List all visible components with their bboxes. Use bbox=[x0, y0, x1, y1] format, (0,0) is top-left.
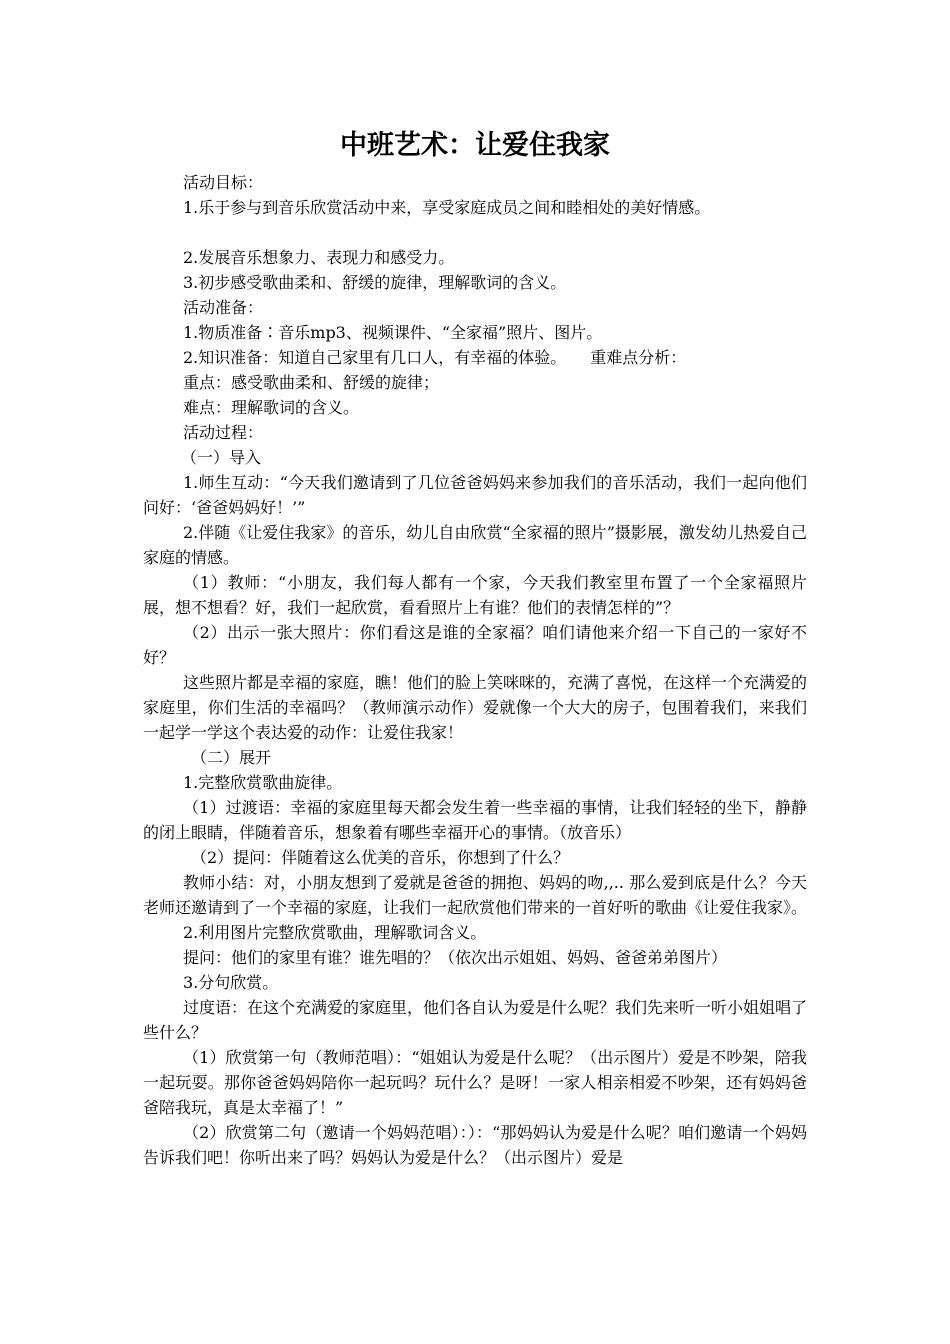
page-title: 中班艺术：让爱住我家 bbox=[340, 130, 610, 161]
paragraph: 1.物质准备∶音乐mp3、视频课件、“全家福”照片、图片。 bbox=[183, 323, 603, 342]
paragraph: 1.乐于参与到音乐欣赏活动中来，享受家庭成员之间和睦相处的美好情感。 bbox=[183, 198, 711, 217]
paragraph: （2）欣赏第二句（邀请一个妈妈范唱）：）：“那妈妈认为爱是什么呢？咱们邀请一个妈妈告诉我们吧！你听出来了吗？妈妈认为爱是什么？（出示图片）爱是 bbox=[143, 1123, 807, 1167]
paragraph: （2）出示一张大照片：你们看这是谁的全家福？咱们请他来介绍一下自己的一家好不好？ bbox=[143, 623, 807, 667]
paragraph: 2.利用图片完整欣赏歌曲，理解歌词含义。 bbox=[183, 923, 487, 942]
paragraph: （2）提问：伴随着这么优美的音乐，你想到了什么？ bbox=[191, 848, 570, 867]
section-heading-process: 活动过程： bbox=[183, 423, 264, 442]
paragraph: 提问：他们的家里有谁？谁先唱的？（依次出示姐姐、妈妈、爸爸弟弟图片） bbox=[183, 948, 728, 967]
paragraph: 1.完整欣赏歌曲旋律。 bbox=[183, 773, 343, 792]
paragraph: （1）欣赏第一句（教师范唱）：“姐姐认为爱是什么呢？（出示图片）爱是不吵架，陪我一起玩耍。那你爸爸妈妈陪你一起玩吗？玩什么？是呀！一家人相亲相爱不吵架，还有妈妈爸爸陪我玩，真是太幸福了！” bbox=[143, 1048, 807, 1117]
section-heading-goals: 活动目标： bbox=[183, 173, 264, 192]
paragraph: 2.知识准备：知道自己家里有几口人，有幸福的体验。 重难点分析： bbox=[183, 348, 687, 367]
paragraph: 过度语：在这个充满爱的家庭里，他们各自认为爱是什么呢？我们先来听一听小姐姐唱了些什么？ bbox=[143, 998, 808, 1042]
paragraph: 3.分句欣赏。 bbox=[183, 973, 279, 992]
paragraph: 1.师生互动：“今天我们邀请到了几位爸爸妈妈来参加我们的音乐活动，我们一起向他们问好：‘爸爸妈妈好！’” bbox=[143, 473, 807, 517]
subsection-heading: （一）导入 bbox=[181, 448, 262, 467]
paragraph: 重点：感受歌曲柔和、舒缓的旋律； bbox=[183, 373, 440, 392]
paragraph: 3.初步感受歌曲柔和、舒缓的旋律，理解歌词的含义。 bbox=[183, 273, 567, 292]
paragraph: 教师小结：对，小朋友想到了爱就是爸爸的拥抱、妈妈的吻,,.. 那么爱到底是什么？今天老师还邀请到了一个幸福的家庭，让我们一起欣赏他们带来的一首好听的歌曲《让爱住我家》。 bbox=[143, 873, 808, 917]
section-heading-preparation: 活动准备： bbox=[183, 298, 264, 317]
paragraph: 这些照片都是幸福的家庭，瞧！他们的脸上笑咪咪的，充满了喜悦，在这样一个充满爱的家庭里，你们生活的幸福吗？（教师演示动作）爱就像一个大大的房子，包围着我们，来我们一起学一学这个表达爱的动作：让爱住我家！ bbox=[143, 673, 808, 742]
paragraph: （1）教师：“小朋友，我们每人都有一个家，今天我们教室里布置了一个全家福照片展，想不想看？好，我们一起欣赏，看看照片上有谁？他们的表情怎样的”？ bbox=[143, 573, 807, 617]
paragraph: （1）过渡语：幸福的家庭里每天都会发生着一些幸福的事情，让我们轻轻的坐下，静静的闭上眼睛，伴随着音乐，想象着有哪些幸福开心的事情。（放音乐） bbox=[143, 798, 807, 842]
paragraph: 2.伴随《让爱住我家》的音乐，幼儿自由欣赏“全家福的照片”摄影展，激发幼儿热爱自己家庭的情感。 bbox=[143, 523, 807, 567]
paragraph: 难点：理解歌词的含义。 bbox=[183, 398, 360, 417]
subsection-heading: （二）展开 bbox=[191, 748, 272, 767]
blank-line bbox=[143, 220, 807, 245]
paragraph: 2.发展音乐想象力、表现力和感受力。 bbox=[183, 248, 455, 267]
